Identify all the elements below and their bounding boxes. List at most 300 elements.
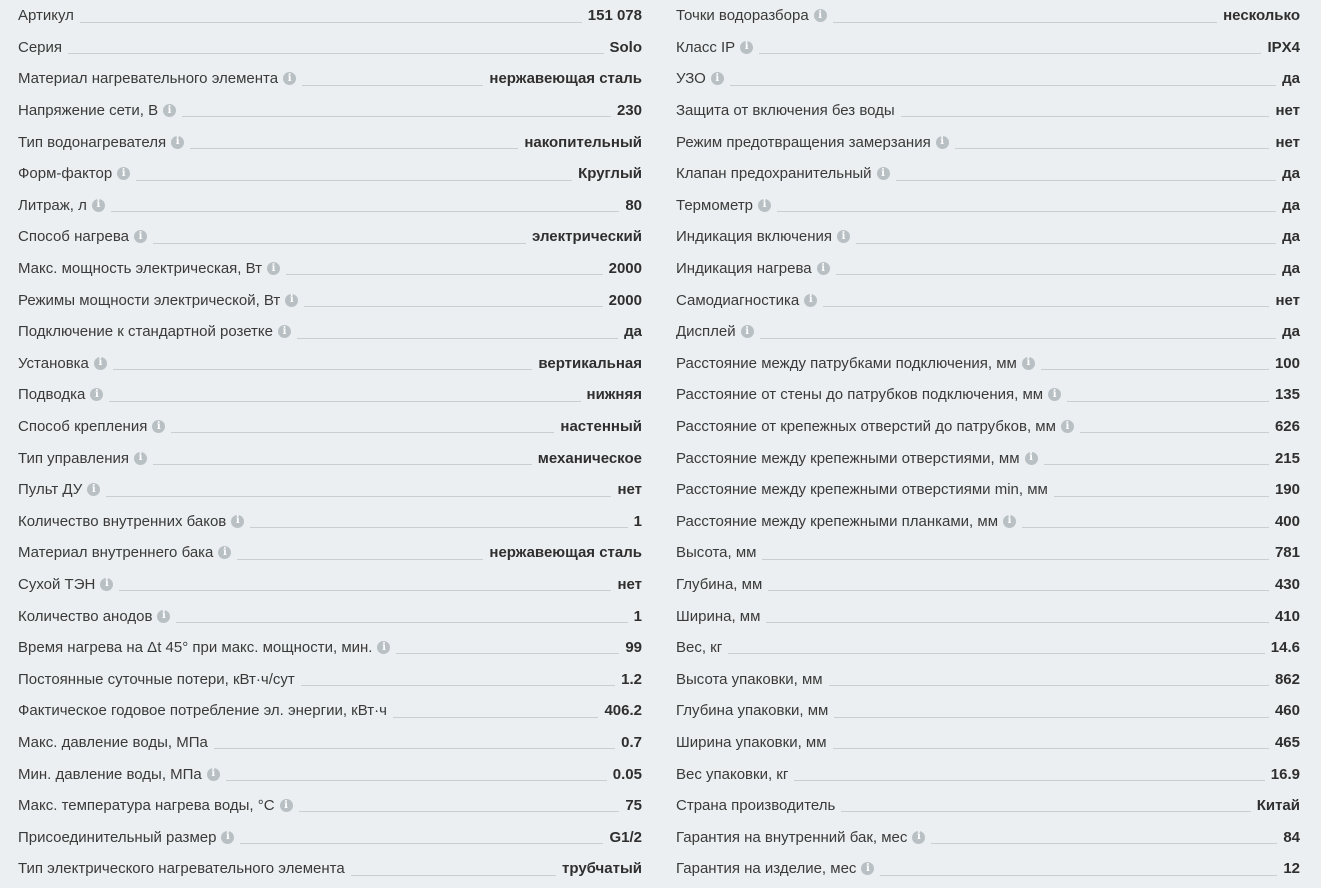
spec-label-text: Макс. температура нагрева воды, °С: [18, 797, 275, 815]
leader-line: [836, 274, 1277, 275]
spec-label-text: Напряжение сети, В: [18, 102, 159, 120]
spec-label: [676, 640, 722, 655]
info-icon[interactable]: i: [117, 167, 130, 180]
leader-line: [111, 211, 619, 212]
spec-label-text: Расстояние между патрубками подключения, мм: [676, 354, 1017, 372]
spec-label-text: Клапан предохранительный: [676, 165, 872, 183]
spec-label-text: Форм-фактор: [18, 165, 113, 183]
leader-line: [760, 338, 1276, 339]
spec-row: [18, 569, 642, 601]
spec-row: [18, 158, 642, 190]
spec-value: механическое: [537, 449, 642, 467]
spec-value: да: [1282, 70, 1300, 88]
spec-label-text: Глубина, мм: [676, 575, 763, 593]
spec-label: [676, 229, 850, 244]
spec-value: 0.7: [621, 733, 642, 751]
spec-row: [18, 537, 642, 569]
spec-label: [676, 703, 828, 718]
spec-label: [676, 387, 1061, 402]
spec-value: да: [1282, 196, 1300, 214]
spec-label: [676, 767, 788, 782]
spec-value: 2000: [608, 291, 642, 309]
leader-line: [237, 559, 483, 560]
info-icon[interactable]: i: [92, 199, 105, 212]
spec-value: накопительный: [524, 133, 642, 151]
info-icon[interactable]: i: [1003, 515, 1016, 528]
leader-line: [109, 401, 580, 402]
spec-row: [18, 126, 642, 158]
spec-label: [18, 482, 100, 497]
spec-row: [676, 32, 1300, 64]
spec-label: [18, 672, 295, 687]
spec-label: [676, 356, 1035, 371]
spec-value: нет: [1275, 102, 1300, 120]
spec-value: 84: [1283, 828, 1300, 846]
spec-row: [676, 790, 1300, 822]
spec-value: 12: [1283, 860, 1300, 878]
spec-value: нижняя: [586, 386, 642, 404]
spec-row: [18, 221, 642, 253]
spec-value: 410: [1274, 607, 1300, 625]
spec-value: электрический: [532, 228, 642, 246]
leader-line: [856, 243, 1276, 244]
spec-label: [676, 419, 1074, 434]
info-icon[interactable]: i: [152, 420, 165, 433]
spec-label-text: Тип водонагревателя: [18, 133, 167, 151]
spec-value: 75: [625, 797, 642, 815]
leader-line: [955, 148, 1270, 149]
spec-label-text: Способ нагрева: [18, 228, 129, 246]
leader-line: [896, 180, 1277, 181]
spec-label: [18, 703, 387, 718]
spec-label: [676, 451, 1038, 466]
spec-label: [18, 261, 280, 276]
spec-label: [676, 71, 724, 86]
spec-label-text: Подключение к стандартной розетке: [18, 323, 273, 341]
spec-value: 781: [1274, 544, 1300, 562]
spec-label: [676, 166, 890, 181]
info-icon[interactable]: i: [278, 325, 291, 338]
info-icon[interactable]: i: [134, 452, 147, 465]
spec-row: [18, 632, 642, 664]
spec-row: [18, 853, 642, 885]
spec-row: [676, 632, 1300, 664]
spec-label-text: Термометр: [676, 196, 754, 214]
spec-label-text: Вес, кг: [676, 639, 723, 657]
info-icon[interactable]: i: [221, 831, 234, 844]
leader-line: [119, 590, 611, 591]
spec-value: да: [1282, 165, 1300, 183]
leader-line: [1080, 432, 1269, 433]
spec-label: [18, 609, 170, 624]
spec-label: [18, 103, 176, 118]
spec-label-text: Ширина, мм: [676, 607, 761, 625]
spec-value: Solo: [609, 38, 642, 56]
spec-row: [18, 253, 642, 285]
leader-line: [766, 622, 1269, 623]
spec-label: [676, 577, 762, 592]
spec-label-text: Глубина упаковки, мм: [676, 702, 829, 720]
leader-line: [728, 653, 1265, 654]
spec-label-text: Расстояние между крепежными отверстиями min, мм: [676, 481, 1048, 499]
leader-line: [214, 748, 615, 749]
spec-value: вертикальная: [538, 354, 642, 372]
info-icon[interactable]: i: [207, 768, 220, 781]
spec-label-text: Режимы мощности электрической, Вт: [18, 291, 281, 309]
leader-line: [190, 148, 518, 149]
spec-label-text: Страна производитель: [676, 797, 836, 815]
spec-label-text: Постоянные суточные потери, кВт·ч/сут: [18, 670, 295, 688]
leader-line: [1044, 464, 1269, 465]
spec-label: [676, 798, 835, 813]
leader-line: [351, 875, 556, 876]
spec-row: [676, 158, 1300, 190]
spec-label: [18, 8, 74, 23]
spec-row: [18, 190, 642, 222]
leader-line: [171, 432, 554, 433]
spec-value: 215: [1274, 449, 1300, 467]
info-icon[interactable]: i: [231, 515, 244, 528]
spec-label-text: Самодиагностика: [676, 291, 800, 309]
spec-row: [676, 190, 1300, 222]
spec-value: 1: [633, 512, 642, 530]
info-icon[interactable]: i: [1022, 357, 1035, 370]
leader-line: [931, 843, 1277, 844]
info-icon[interactable]: i: [377, 641, 390, 654]
leader-line: [226, 780, 607, 781]
leader-line: [113, 369, 532, 370]
spec-label-text: Высота, мм: [676, 544, 757, 562]
spec-label: [18, 293, 298, 308]
info-icon[interactable]: i: [163, 104, 176, 117]
spec-label-text: Расстояние от стены до патрубков подключения, мм: [676, 386, 1044, 404]
spec-label-text: Макс. мощность электрическая, Вт: [18, 260, 263, 278]
leader-line: [302, 85, 483, 86]
spec-label: [676, 830, 925, 845]
spec-label-text: Гарантия на внутренний бак, мес: [676, 828, 908, 846]
spec-row: [676, 506, 1300, 538]
leader-line: [182, 116, 611, 117]
spec-row: [676, 442, 1300, 474]
info-icon[interactable]: i: [936, 136, 949, 149]
spec-label-text: Фактическое годовое потребление эл. энергии, кВт·ч: [18, 702, 387, 720]
spec-label-text: Серия: [18, 38, 63, 56]
info-icon[interactable]: i: [157, 610, 170, 623]
spec-label-text: Сухой ТЭН: [18, 575, 96, 593]
spec-label: [18, 71, 296, 86]
leader-line: [153, 243, 526, 244]
leader-line: [833, 22, 1217, 23]
spec-value: 430: [1274, 575, 1300, 593]
spec-label: [676, 103, 895, 118]
spec-label-text: Дисплей: [676, 323, 736, 341]
spec-label-text: УЗО: [676, 70, 706, 88]
spec-label: [18, 356, 107, 371]
info-icon[interactable]: i: [283, 72, 296, 85]
spec-row: [18, 695, 642, 727]
spec-value: 465: [1274, 733, 1300, 751]
spec-value: 100: [1274, 354, 1300, 372]
spec-label: [18, 324, 291, 339]
spec-value: несколько: [1223, 7, 1300, 25]
spec-label-text: Класс IP: [676, 38, 736, 56]
leader-line: [396, 653, 619, 654]
leader-line: [1067, 401, 1269, 402]
spec-row: [676, 853, 1300, 885]
leader-line: [286, 274, 603, 275]
spec-label: [676, 8, 827, 23]
leader-line: [768, 590, 1269, 591]
spec-row: [676, 569, 1300, 601]
info-icon[interactable]: i: [267, 262, 280, 275]
spec-row: [676, 348, 1300, 380]
spec-row: [676, 126, 1300, 158]
spec-value: Китай: [1256, 797, 1300, 815]
spec-label: [18, 229, 147, 244]
spec-label-text: Тип управления: [18, 449, 129, 467]
leader-line: [240, 843, 603, 844]
spec-label-text: Литраж, л: [18, 196, 87, 214]
leader-line: [1054, 496, 1269, 497]
info-icon[interactable]: i: [280, 799, 293, 812]
spec-label: [18, 166, 130, 181]
spec-row: [18, 758, 642, 790]
spec-label: [676, 735, 827, 750]
spec-label: [18, 640, 390, 655]
spec-label: [18, 577, 113, 592]
spec-row: [18, 663, 642, 695]
info-icon[interactable]: i: [1061, 420, 1074, 433]
spec-label-text: Материал внутреннего бака: [18, 544, 214, 562]
spec-label: [676, 609, 760, 624]
spec-label: [18, 735, 208, 750]
leader-line: [762, 559, 1268, 560]
info-icon[interactable]: i: [837, 230, 850, 243]
spec-label: [18, 451, 147, 466]
spec-label-text: Количество внутренних баков: [18, 512, 227, 530]
spec-row: [676, 663, 1300, 695]
spec-label: [18, 767, 220, 782]
spec-label: [676, 293, 817, 308]
info-icon[interactable]: i: [94, 357, 107, 370]
info-icon[interactable]: i: [861, 862, 874, 875]
leader-line: [777, 211, 1276, 212]
spec-column-right: [676, 0, 1300, 888]
spec-label: [18, 135, 184, 150]
spec-label-text: Расстояние от крепежных отверстий до патрубков, мм: [676, 418, 1056, 436]
spec-label-text: Расстояние между крепежными планками, мм: [676, 512, 999, 530]
spec-label: [18, 545, 231, 560]
spec-value: 1: [633, 607, 642, 625]
spec-label-text: Индикация включения: [676, 228, 833, 246]
spec-label-text: Установка: [18, 354, 89, 372]
spec-row: [676, 95, 1300, 127]
leader-line: [1022, 527, 1269, 528]
spec-value: 406.2: [604, 702, 642, 720]
spec-value: нет: [1275, 291, 1300, 309]
leader-line: [901, 116, 1270, 117]
spec-label-text: Артикул: [18, 7, 74, 25]
spec-row: [676, 411, 1300, 443]
info-icon[interactable]: i: [740, 41, 753, 54]
spec-row: [18, 63, 642, 95]
spec-label: [18, 861, 345, 876]
spec-label-text: Мин. давление воды, МПа: [18, 765, 202, 783]
spec-label: [676, 324, 754, 339]
spec-label-text: Вес упаковки, кг: [676, 765, 789, 783]
spec-value: 151 078: [587, 7, 642, 25]
spec-label-text: Индикация нагрева: [676, 260, 812, 278]
info-icon[interactable]: i: [817, 262, 830, 275]
info-icon[interactable]: i: [912, 831, 925, 844]
spec-row: [18, 379, 642, 411]
spec-row: [676, 379, 1300, 411]
spec-row: [676, 284, 1300, 316]
info-icon[interactable]: i: [814, 9, 827, 22]
spec-value: 460: [1274, 702, 1300, 720]
spec-value: настенный: [560, 418, 642, 436]
spec-label-text: Способ крепления: [18, 418, 148, 436]
spec-label-text: Время нагрева на Δt 45° при макс. мощности, мин.: [18, 639, 373, 657]
spec-label-text: Подводка: [18, 386, 86, 404]
spec-value: 400: [1274, 512, 1300, 530]
spec-label-text: Режим предотвращения замерзания: [676, 133, 931, 151]
info-icon[interactable]: i: [758, 199, 771, 212]
spec-value: да: [1282, 228, 1300, 246]
spec-value: 862: [1274, 670, 1300, 688]
info-icon[interactable]: i: [1025, 452, 1038, 465]
spec-label: [18, 40, 62, 55]
spec-row: [676, 821, 1300, 853]
spec-value: 0.05: [612, 765, 642, 783]
spec-row: [676, 474, 1300, 506]
spec-value: 80: [625, 196, 642, 214]
leader-line: [1041, 369, 1269, 370]
leader-line: [393, 717, 599, 718]
leader-line: [250, 527, 627, 528]
spec-row: [18, 0, 642, 32]
spec-value: да: [1282, 323, 1300, 341]
spec-label-text: Количество анодов: [18, 607, 153, 625]
leader-line: [794, 780, 1264, 781]
spec-label-text: Высота упаковки, мм: [676, 670, 823, 688]
info-icon[interactable]: i: [711, 72, 724, 85]
leader-line: [880, 875, 1277, 876]
spec-label-text: Присоединительный размер: [18, 828, 217, 846]
spec-label-text: Материал нагревательного элемента: [18, 70, 279, 88]
leader-line: [834, 717, 1269, 718]
spec-label-text: Расстояние между крепежными отверстиями, мм: [676, 449, 1020, 467]
spec-label: [18, 514, 244, 529]
spec-value: нет: [1275, 133, 1300, 151]
spec-value: 2000: [608, 260, 642, 278]
info-icon[interactable]: i: [100, 578, 113, 591]
leader-line: [841, 811, 1250, 812]
spec-row: [18, 442, 642, 474]
spec-row: [676, 537, 1300, 569]
leader-line: [80, 22, 582, 23]
spec-value: 190: [1274, 481, 1300, 499]
info-icon[interactable]: i: [1048, 388, 1061, 401]
leader-line: [153, 464, 532, 465]
spec-label: [18, 387, 103, 402]
spec-row: [18, 411, 642, 443]
spec-label: [18, 830, 234, 845]
spec-column-left: [18, 0, 642, 888]
spec-value: нержавеющая сталь: [489, 544, 642, 562]
info-icon[interactable]: i: [171, 136, 184, 149]
info-icon[interactable]: i: [90, 388, 103, 401]
leader-line: [833, 748, 1269, 749]
spec-value: трубчатый: [562, 860, 642, 878]
spec-value: 99: [625, 639, 642, 657]
leader-line: [136, 180, 572, 181]
spec-label: [676, 40, 753, 55]
spec-label: [676, 135, 949, 150]
spec-row: [676, 0, 1300, 32]
spec-label: [676, 672, 823, 687]
spec-value: 1.2: [621, 670, 642, 688]
spec-row: [18, 474, 642, 506]
spec-label-text: Гарантия на изделие, мес: [676, 860, 857, 878]
leader-line: [297, 338, 618, 339]
spec-value: Круглый: [578, 165, 642, 183]
leader-line: [176, 622, 627, 623]
leader-line: [829, 685, 1269, 686]
info-icon[interactable]: i: [741, 325, 754, 338]
info-icon[interactable]: i: [134, 230, 147, 243]
spec-label-text: Пульт ДУ: [18, 481, 83, 499]
spec-value: 230: [616, 102, 642, 120]
info-icon[interactable]: i: [285, 294, 298, 307]
spec-label-text: Тип электрического нагревательного элемента: [18, 860, 345, 878]
info-icon[interactable]: i: [804, 294, 817, 307]
spec-label: [676, 482, 1048, 497]
info-icon[interactable]: i: [218, 546, 231, 559]
spec-value: нержавеющая сталь: [489, 70, 642, 88]
spec-row: [18, 32, 642, 64]
leader-line: [301, 685, 615, 686]
spec-row: [676, 253, 1300, 285]
leader-line: [759, 53, 1261, 54]
leader-line: [823, 306, 1269, 307]
info-icon[interactable]: i: [87, 483, 100, 496]
spec-row: [676, 727, 1300, 759]
spec-row: [676, 758, 1300, 790]
spec-label-text: Макс. давление воды, МПа: [18, 733, 208, 751]
spec-label: [676, 261, 830, 276]
spec-row: [18, 727, 642, 759]
leader-line: [304, 306, 602, 307]
spec-label-text: Точки водоразбора: [676, 7, 809, 25]
spec-value: нет: [617, 575, 642, 593]
spec-value: 14.6: [1270, 639, 1300, 657]
spec-value: 16.9: [1270, 765, 1300, 783]
spec-value: нет: [617, 481, 642, 499]
leader-line: [730, 85, 1276, 86]
info-icon[interactable]: i: [877, 167, 890, 180]
spec-row: [676, 600, 1300, 632]
spec-value: 626: [1274, 418, 1300, 436]
leader-line: [106, 496, 611, 497]
spec-row: [676, 695, 1300, 727]
spec-value: IPX4: [1267, 38, 1300, 56]
spec-row: [676, 221, 1300, 253]
spec-label-text: Защита от включения без воды: [676, 102, 895, 120]
leader-line: [299, 811, 620, 812]
leader-line: [68, 53, 603, 54]
spec-value: G1/2: [609, 828, 642, 846]
